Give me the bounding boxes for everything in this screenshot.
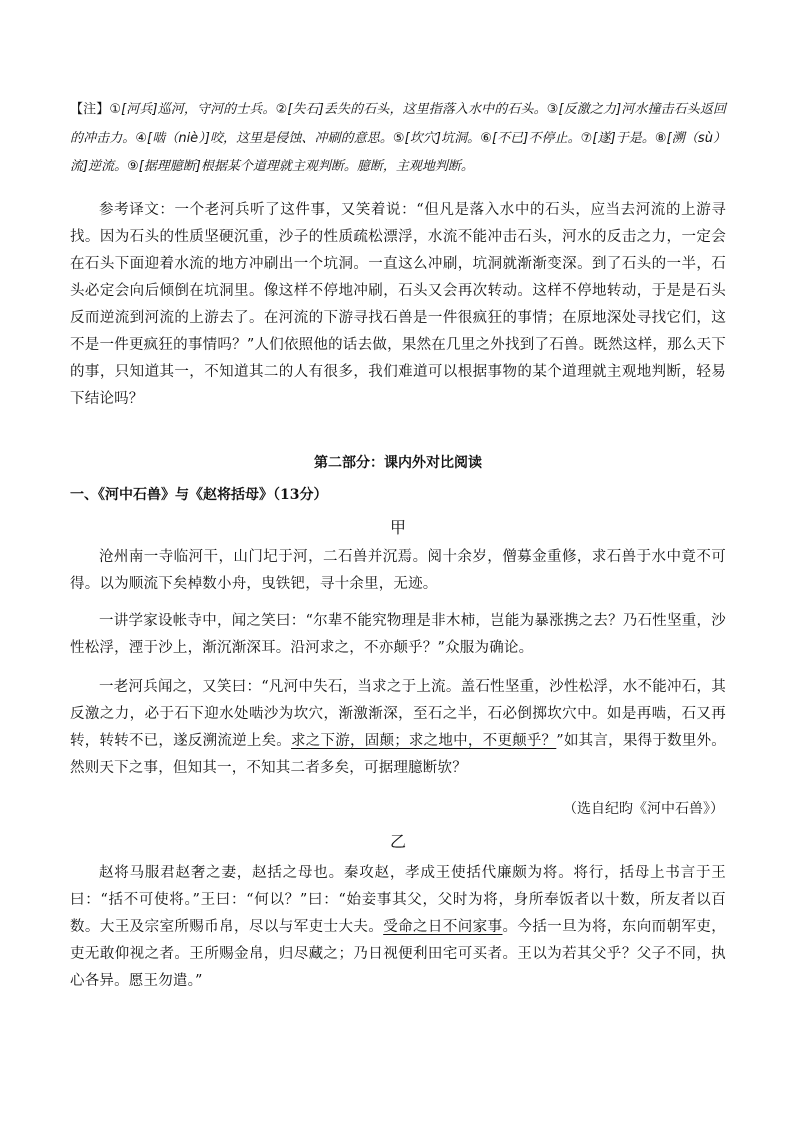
passage-yi-p1-before: 赵将马服君赵奢之妻，赵括之母也。秦攻赵，孝成王使括代廉颇为将。将行，括母上书言于王曰：“括不可使将。”王曰：“何以？”曰：“始妾事其父，父时为将，身所奉饭者以十数，所友者以百数。大王及宗室所赐币帛，尽以与军吏士大夫。 (70, 865, 726, 935)
passage-jia-p3-before: 一老河兵闻之，又笑曰：“凡河中失石，当求之于上流。盖石性坚重，沙性松浮，水不能冲石，其反激之力，必于石下迎水处啮沙为坎穴，渐激渐深，至石之半，石必倒掷坎穴中。如是再啮，石又再转，转转不已，遂反溯流逆上矣。 (70, 679, 726, 749)
passage-jia-paragraph-2: 一讲学家设帐寺中，闻之笑曰：“尔辈不能究物理是非木柿，岂能为暴涨携之去？乃石性坚重，沙性松浮，湮于沙上，渐沉渐深耳。沿河求之，不亦颠乎？”众服为确论。 (70, 613, 726, 656)
passage-yi-paragraph-1 (70, 860, 726, 995)
note-text: ①[河兵]巡河，守河的士兵。②[失石]丢失的石头，这里指落入水中的石头。③[反激之力]河水撞击石头返回的冲击力。④[啮（niè）]咬，这里是侵蚀、冲刷的意思。⑤[坎穴]坑洞。⑥[不已]不停止。⑦[遂]于是。⑧[溯（sù）流]逆流。⑨[据理臆断]根据某个道理就主观判断。臆断，主观地判断。 (70, 102, 726, 174)
question-title: 一、《河中石兽》与《赵将括母》（13分） (70, 487, 328, 503)
passage-jia-underlined-sentence: 求之下游，固颠；求之地中，不更颠乎？ (291, 733, 557, 749)
section-title: 第二部分：课内外对比阅读 (314, 455, 482, 471)
passage-jia-p3-after: ”如其言，果得于数里外。然则天下之事，但知其一，不知其二者多矣，可据理臆断欤？ (70, 733, 727, 776)
passage-yi-underlined-sentence: 受命之日不问家事 (383, 919, 503, 935)
passage-jia-source: （选自纪昀《河中石兽》） (563, 801, 724, 817)
annotation-notes (70, 96, 726, 182)
note-label: 【注】 (70, 102, 110, 117)
passage-jia-paragraph-1: 沧州南一寺临河干，山门圮于河，二石兽并沉焉。阅十余岁，僧募金重修，求石兽于水中竟不可得。以为顺流下矣棹数小舟，曳铁钯，寻十余里，无迹。 (70, 549, 726, 592)
passage-yi-label: 乙 (389, 832, 406, 851)
reference-translation: 参考译文：一个老河兵听了这件事，又笑着说：“但凡是落入水中的石头，应当去河流的上游寻找。因为石头的性质坚硬沉重，沙子的性质疏松漂浮，水流不能冲击石头，河水的反击之力，一定会在石头下面迎着水流的地方冲刷出一个坑洞。一直这么冲刷，坑洞就渐渐变深。到了石头的一半，石头必定会向后倾倒在坑洞里。像这样不停地冲刷，石头又会再次转动。这样不停地转动，于是是石头反而逆流到河流的上游去了。在河流的下游寻找石兽是一件很疯狂的事情；在原地深处寻找它们，这不是一件更疯狂的事情吗？”人们依照他的话去做，果然在几里之外找到了石兽。既然这样，那么天下的事，只知道其一，不知道其二的人有很多，我们难道可以根据事物的某个道理就主观地判断，轻易下结论吗？ (70, 202, 726, 407)
passage-jia-paragraph-3 (70, 674, 726, 782)
passage-yi-p1-after: 。今括一旦为将，东向而朝军吏，吏无敢仰视之者。王所赐金帛，归尽藏之；乃日视便利田宅可买者。王以为若其父乎？父子不同，执心各异。愿王勿遣。” (70, 919, 726, 989)
passage-jia-label: 甲 (389, 518, 406, 537)
